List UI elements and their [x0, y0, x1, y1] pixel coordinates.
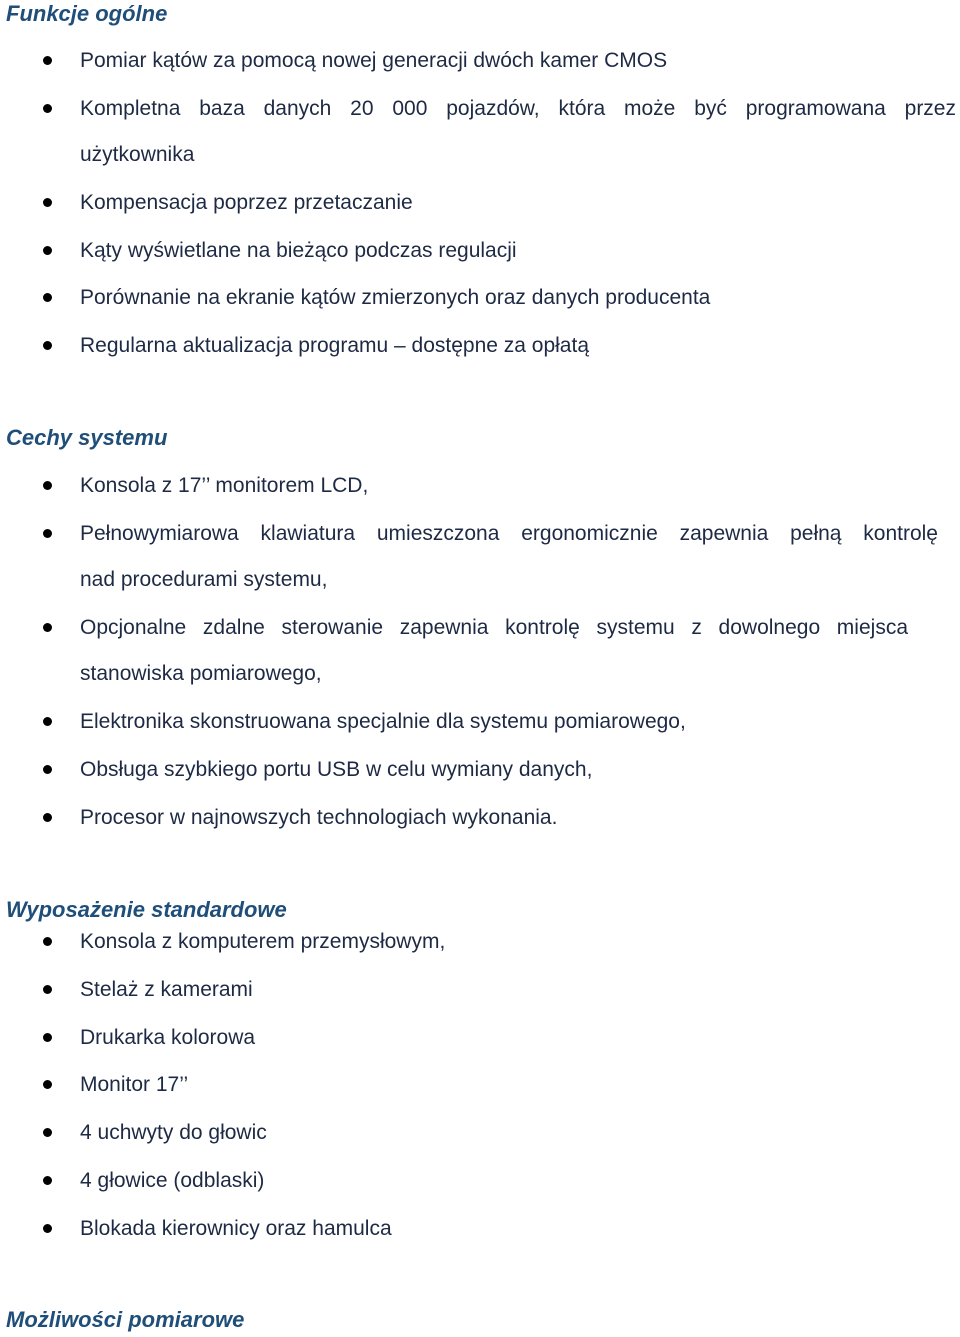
list-item-text: Monitor 17’’ — [80, 1073, 189, 1096]
list-item-text: Obsługa szybkiego portu USB w celu wymiany danych, — [80, 758, 593, 781]
list-item-text: Regularna aktualizacja programu – dostępne za opłatą — [80, 334, 589, 357]
list-item-text: Porównanie na ekranie kątów zmierzonych oraz danych producenta — [80, 286, 711, 309]
list-item-text — [80, 86, 956, 178]
list-item-text: Konsola z komputerem przemysłowym, — [80, 930, 446, 953]
list-item-text: 4 głowice (odblaski) — [80, 1169, 265, 1192]
bullet-icon — [43, 937, 52, 946]
list-item-text: Elektronika skonstruowana specjalnie dla systemu pomiarowego, — [80, 710, 686, 733]
bullet-icon — [43, 198, 52, 207]
bullet-icon — [43, 529, 52, 538]
section-heading: Funkcje ogólne — [6, 1, 168, 26]
list-item-text-line: nad procedurami systemu, — [80, 568, 328, 591]
bullet-icon — [43, 623, 52, 632]
list-item-text: Procesor w najnowszych technologiach wykonania. — [80, 806, 558, 829]
section-heading: Wyposażenie standardowe — [6, 897, 287, 922]
bullet-icon — [43, 813, 52, 822]
bullet-icon — [43, 56, 52, 65]
bullet-icon — [43, 246, 52, 255]
list-item-text: Blokada kierownicy oraz hamulca — [80, 1217, 392, 1240]
list-item-text: Stelaż z kamerami — [80, 978, 253, 1001]
bullet-icon — [43, 765, 52, 774]
bullet-icon — [43, 293, 52, 302]
list-item-text-line: stanowiska pomiarowego, — [80, 662, 322, 685]
bullet-icon — [43, 1128, 52, 1137]
bullet-icon — [43, 1176, 52, 1185]
list-item-text: Kąty wyświetlane na bieżąco podczas regulacji — [80, 239, 517, 262]
list-item-text: Drukarka kolorowa — [80, 1026, 256, 1049]
section-heading: Cechy systemu — [6, 425, 168, 450]
list-item-text-line: Kompletna baza danych 20 000 pojazdów, która może być programowana przez — [80, 97, 956, 120]
list-item-text-line: Pełnowymiarowa klawiatura umieszczona ergonomicznie zapewnia pełną kontrolę — [80, 522, 938, 545]
bullet-icon — [43, 1033, 52, 1042]
section-heading: Możliwości pomiarowe — [6, 1307, 245, 1332]
bullet-icon — [43, 1080, 52, 1089]
bullet-icon — [43, 717, 52, 726]
list-item-text: Kompensacja poprzez przetaczanie — [80, 191, 413, 214]
list-item-text: Konsola z 17’’ monitorem LCD, — [80, 474, 369, 497]
list-item-text — [80, 605, 908, 697]
bullet-icon — [43, 1224, 52, 1233]
bullet-icon — [43, 104, 52, 113]
list-item-text-line: Opcjonalne zdalne sterowanie zapewnia kontrolę systemu z dowolnego miejsca — [80, 616, 908, 639]
list-item-text-line: użytkownika — [80, 143, 195, 166]
bullet-icon — [43, 985, 52, 994]
bullet-icon — [43, 481, 52, 490]
list-item-text: 4 uchwyty do głowic — [80, 1121, 267, 1144]
list-item-text — [80, 511, 938, 603]
list-item-text: Pomiar kątów za pomocą nowej generacji dwóch kamer CMOS — [80, 49, 668, 72]
bullet-icon — [43, 341, 52, 350]
